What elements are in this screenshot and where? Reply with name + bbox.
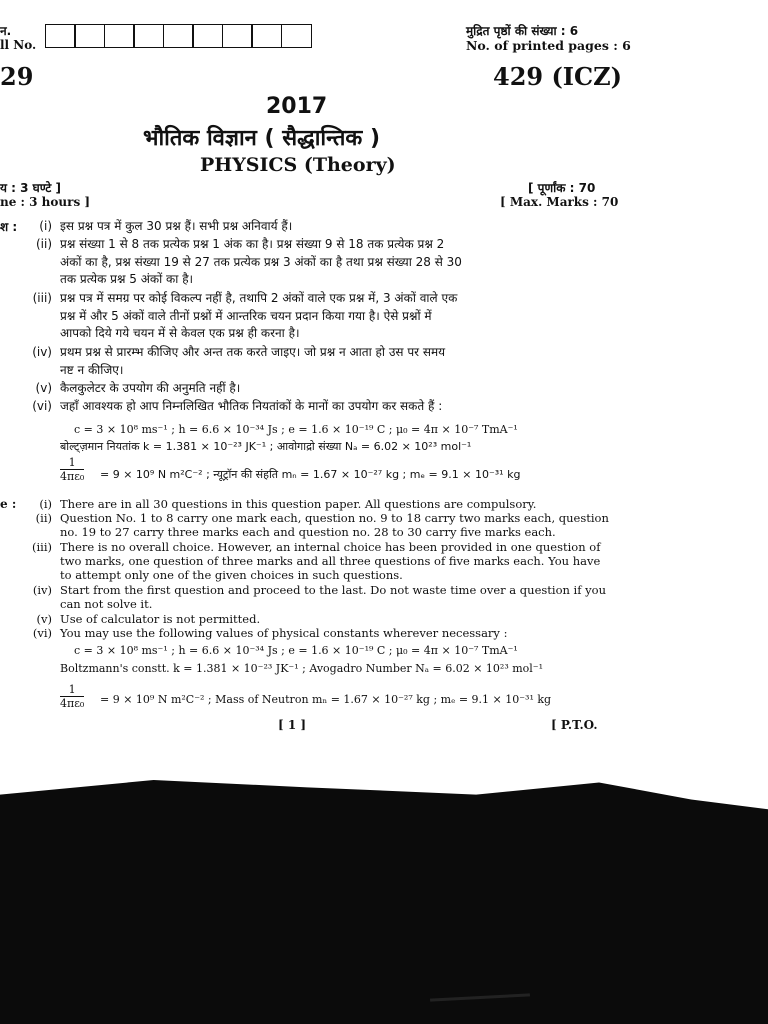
- instruction-number: (iii): [31, 540, 52, 554]
- instruction-line: आपको दिये गये चयन में से केवल एक प्रश्न ही करना है।: [60, 326, 300, 340]
- instruction-number: (vi): [32, 626, 52, 640]
- time-english: ne : 3 hours ]: [0, 195, 91, 209]
- roll-label-english: ll No.: [0, 38, 37, 52]
- english-constants-line-3: = 9 × 10⁹ N m²C⁻² ; Mass of Neutron mₙ = 1.67 × 10⁻²⁷ kg ; mₑ = 9.1 × 10⁻³¹ kg: [100, 693, 552, 706]
- instruction-number: (vi): [32, 399, 52, 413]
- paper-code-left: 29: [0, 62, 34, 91]
- fraction-numerator: 1: [60, 456, 84, 470]
- instruction-line: to attempt only one of the given choices in such questions.: [60, 568, 403, 583]
- roll-number-boxes: [46, 24, 312, 48]
- roll-number-box: [45, 24, 76, 48]
- instruction-number: (iv): [32, 345, 52, 359]
- subject-title-hindi: भौतिक विज्ञान ( सैद्धान्तिक ): [143, 126, 381, 151]
- english-constants-line-1: c = 3 × 10⁸ ms⁻¹ ; h = 6.6 × 10⁻³⁴ Js ; e = 1.6 × 10⁻¹⁹ C ; μ₀ = 4π × 10⁻⁷ TmA⁻¹: [74, 644, 518, 657]
- instruction-number: (iv): [32, 583, 52, 597]
- instruction-line: जहाँ आवश्यक हो आप निम्नलिखित भौतिक नियतांकों के मानों का उपयोग कर सकते हैं :: [60, 399, 443, 413]
- fraction-denominator: 4πε₀: [60, 697, 85, 710]
- hindi-fraction-4pi-epsilon: [60, 456, 84, 483]
- page-number: [ 1 ]: [278, 718, 307, 732]
- subject-title-english: PHYSICS (Theory): [200, 154, 396, 176]
- instruction-line: प्रश्न में और 5 अंकों वाले तीनों प्रश्नों में आन्तरिक चयन प्रदान किया गया है। ऐसे प्रश्नों में: [60, 308, 432, 323]
- instruction-line: You may use the following values of physical constants wherever necessary :: [60, 626, 508, 640]
- exam-year: 2017: [266, 94, 328, 119]
- printed-pages-hindi: मुद्रित पृष्ठों की संख्या : 6: [466, 24, 579, 38]
- marks-hindi: [ पूर्णांक : 70: [528, 181, 596, 195]
- instruction-number: (ii): [35, 511, 52, 525]
- english-constants-line-2: Boltzmann's constt. k = 1.381 × 10⁻²³ JK⁻¹ ; Avogadro Number Nₐ = 6.02 × 10²³ mol⁻¹: [60, 662, 544, 675]
- instruction-number: (i): [39, 219, 52, 233]
- english-fraction-4pi-epsilon: [60, 683, 84, 710]
- instruction-line: no. 19 to 27 carry three marks each and question no. 28 to 30 carry five marks each.: [60, 525, 556, 540]
- instruction-number: (i): [39, 497, 52, 511]
- hindi-constants-line-2: बोल्ट्ज़मान नियतांक k = 1.381 × 10⁻²³ JK⁻¹ ; आवोगाद्रो संख्या Nₐ = 6.02 × 10²³ mol⁻¹: [60, 440, 472, 453]
- instruction-line: can not solve it.: [60, 597, 153, 612]
- instruction-line: प्रश्न पत्र में समग्र पर कोई विकल्प नहीं है, तथापि 2 अंकों वाले एक प्रश्न में, 3 अंकों वाले एक: [60, 291, 458, 305]
- hindi-constants-line-1: c = 3 × 10⁸ ms⁻¹ ; h = 6.6 × 10⁻³⁴ Js ; e = 1.6 × 10⁻¹⁹ C ; μ₀ = 4π × 10⁻⁷ TmA⁻¹: [74, 423, 518, 436]
- roll-number-box: [104, 24, 135, 48]
- instruction-line: अंकों का है, प्रश्न संख्या 19 से 27 तक प्रत्येक प्रश्न 3 अंकों का है तथा प्रश्न संख्या 28 से 30: [60, 254, 462, 269]
- instruction-line: तक प्रत्येक प्रश्न 5 अंकों का है।: [60, 272, 194, 286]
- hindi-instructions-label: श :: [0, 220, 18, 234]
- instruction-line: There are in all 30 questions in this question paper. All questions are compulsory.: [60, 497, 537, 511]
- english-instructions-label: e :: [0, 497, 17, 511]
- roll-number-box: [222, 24, 253, 48]
- roll-number-box: [74, 24, 105, 48]
- instruction-line: इस प्रश्न पत्र में कुल 30 प्रश्न हैं। सभी प्रश्न अनिवार्य हैं।: [60, 219, 293, 233]
- roll-number-box: [133, 24, 164, 48]
- instruction-line: Question No. 1 to 8 carry one mark each, question no. 9 to 18 carry two marks each, question: [60, 511, 609, 525]
- instruction-number: (iii): [32, 291, 52, 305]
- instruction-line: कैलकुलेटर के उपयोग की अनुमति नहीं है।: [60, 381, 241, 395]
- roll-number-box: [163, 24, 194, 48]
- instruction-line: नष्ट न कीजिए।: [60, 362, 124, 377]
- roll-label-hindi: न.: [0, 24, 12, 38]
- instruction-line: two marks, one question of three marks and all three questions of five marks each. You have: [60, 554, 601, 569]
- roll-number-box: [281, 24, 312, 48]
- instruction-line: Use of calculator is not permitted.: [60, 612, 261, 626]
- instruction-line: Start from the first question and proceed to the last. Do not waste time over a question if you: [60, 583, 606, 597]
- pto-label: [ P.T.O.: [551, 718, 598, 732]
- scan-dark-region: [0, 780, 768, 1024]
- instruction-line: प्रथम प्रश्न से प्रारम्भ कीजिए और अन्त तक करते जाइए। जो प्रश्न न आता हो उस पर समय: [60, 345, 446, 359]
- paper-code-right: 429 (ICZ): [493, 62, 623, 91]
- time-hindi: य : 3 घण्टे ]: [0, 181, 62, 195]
- instruction-number: (v): [35, 381, 52, 395]
- roll-number-box: [251, 24, 282, 48]
- printed-pages-english: No. of printed pages : 6: [466, 38, 631, 53]
- fraction-denominator: 4πε₀: [60, 470, 85, 483]
- instruction-number: (v): [36, 612, 52, 626]
- instruction-number: (ii): [35, 237, 52, 251]
- instruction-line: There is no overall choice. However, an internal choice has been provided in one question of: [60, 540, 601, 554]
- instruction-line: प्रश्न संख्या 1 से 8 तक प्रत्येक प्रश्न 1 अंक का है। प्रश्न संख्या 9 से 18 तक प्रत्येक प्रश्न 2: [60, 237, 445, 251]
- fraction-numerator: 1: [60, 683, 84, 697]
- marks-english: [ Max. Marks : 70: [500, 195, 619, 209]
- roll-number-box: [192, 24, 223, 48]
- hindi-constants-line-3: = 9 × 10⁹ N m²C⁻² ; न्यूट्रॉन की संहति mₙ = 1.67 × 10⁻²⁷ kg ; mₑ = 9.1 × 10⁻³¹ kg: [100, 468, 521, 481]
